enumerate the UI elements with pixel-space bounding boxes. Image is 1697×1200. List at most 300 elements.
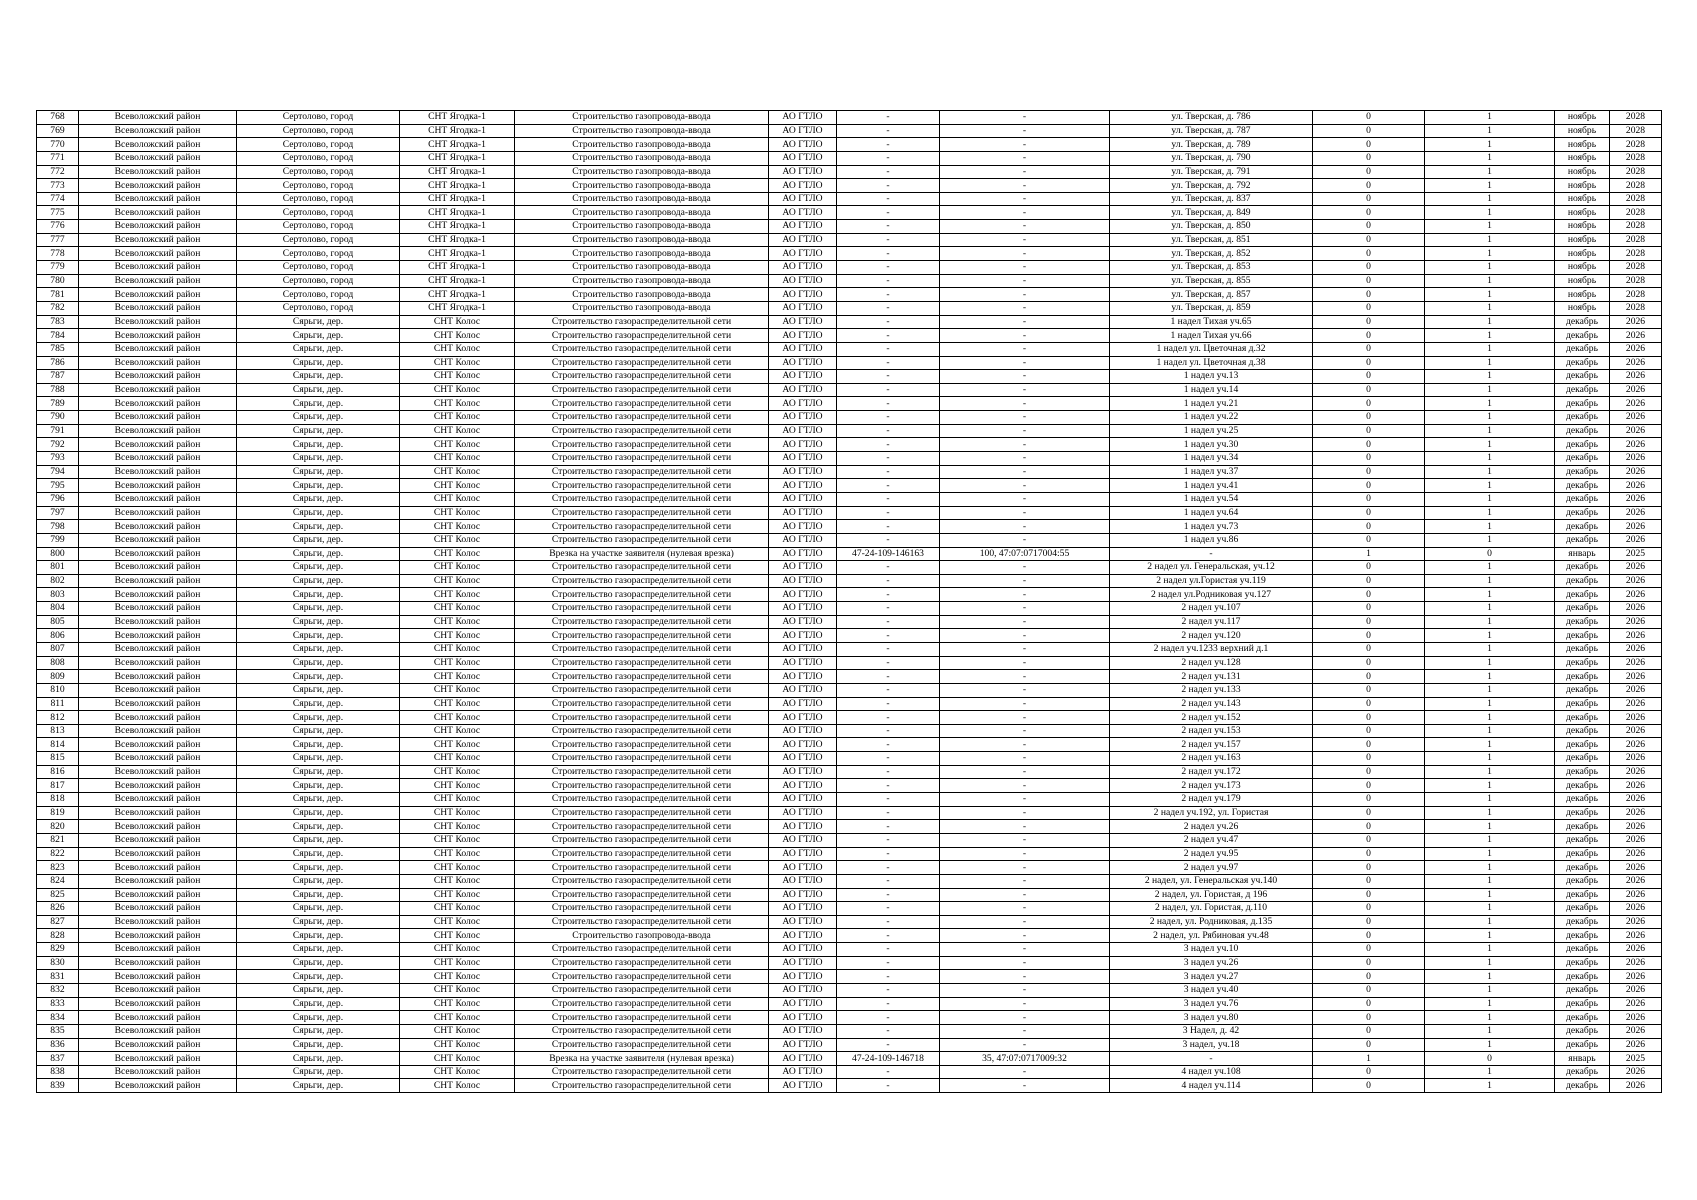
cell-operator: АО ГТЛО — [769, 111, 837, 125]
cell-row-number: 787 — [37, 370, 79, 384]
cell-settlement: Сярьги, дер. — [237, 902, 400, 916]
cell-flag-a: 0 — [1313, 138, 1425, 152]
cell-year: 2028 — [1610, 261, 1662, 275]
cell-month: декабрь — [1555, 533, 1610, 547]
cell-operator: АО ГТЛО — [769, 861, 837, 875]
cell-operator: АО ГТЛО — [769, 888, 837, 902]
cell-settlement: Сярьги, дер. — [237, 356, 400, 370]
cell-year: 2028 — [1610, 274, 1662, 288]
table-row — [37, 233, 1662, 247]
cell-year: 2026 — [1610, 793, 1662, 807]
cell-work-type: Строительство газораспределительной сети — [515, 888, 769, 902]
cell-address: 3 надел уч.10 — [1110, 943, 1313, 957]
cell-cadastral-number: - — [940, 561, 1110, 575]
cell-row-number: 801 — [37, 561, 79, 575]
cell-flag-a: 0 — [1313, 833, 1425, 847]
cell-month: ноябрь — [1555, 301, 1610, 315]
cell-snt-name: СНТ Колос — [400, 697, 515, 711]
cell-row-number: 822 — [37, 847, 79, 861]
cell-year: 2026 — [1610, 820, 1662, 834]
cell-row-number: 780 — [37, 274, 79, 288]
cell-cadastral-number: - — [940, 479, 1110, 493]
cell-cadastral-number: - — [940, 724, 1110, 738]
cell-permit-number: - — [837, 561, 940, 575]
cell-address: 2 надел уч.95 — [1110, 847, 1313, 861]
cell-flag-b: 1 — [1425, 356, 1555, 370]
cell-year: 2028 — [1610, 179, 1662, 193]
cell-cadastral-number: - — [940, 642, 1110, 656]
table-row — [37, 479, 1662, 493]
cell-settlement: Сертолово, город — [237, 206, 400, 220]
cell-address: 2 надел уч.133 — [1110, 683, 1313, 697]
cell-district: Всеволожский район — [79, 411, 237, 425]
cell-year: 2028 — [1610, 165, 1662, 179]
cell-snt-name: СНТ Ягодка-1 — [400, 233, 515, 247]
cell-month: ноябрь — [1555, 151, 1610, 165]
cell-year: 2028 — [1610, 151, 1662, 165]
cell-operator: АО ГТЛО — [769, 342, 837, 356]
cell-cadastral-number: - — [940, 970, 1110, 984]
cell-snt-name: СНТ Колос — [400, 670, 515, 684]
cell-permit-number: - — [837, 602, 940, 616]
cell-month: декабрь — [1555, 411, 1610, 425]
cell-year: 2026 — [1610, 929, 1662, 943]
cell-address: 2 надел уч.157 — [1110, 738, 1313, 752]
cell-year: 2026 — [1610, 997, 1662, 1011]
cell-settlement: Сярьги, дер. — [237, 452, 400, 466]
cell-year: 2026 — [1610, 629, 1662, 643]
cell-snt-name: СНТ Колос — [400, 943, 515, 957]
cell-flag-b: 1 — [1425, 506, 1555, 520]
cell-address: 2 надел уч.120 — [1110, 629, 1313, 643]
cell-district: Всеволожский район — [79, 738, 237, 752]
cell-cadastral-number: - — [940, 111, 1110, 125]
cell-address: 2 надел уч.107 — [1110, 602, 1313, 616]
cell-year: 2028 — [1610, 301, 1662, 315]
table-row — [37, 984, 1662, 998]
cell-district: Всеволожский район — [79, 670, 237, 684]
cell-settlement: Сярьги, дер. — [237, 847, 400, 861]
cell-operator: АО ГТЛО — [769, 956, 837, 970]
cell-flag-a: 0 — [1313, 520, 1425, 534]
cell-settlement: Сертолово, город — [237, 247, 400, 261]
cell-settlement: Сярьги, дер. — [237, 533, 400, 547]
cell-snt-name: СНТ Ягодка-1 — [400, 261, 515, 275]
cell-row-number: 792 — [37, 438, 79, 452]
cell-cadastral-number: - — [940, 779, 1110, 793]
cell-settlement: Сярьги, дер. — [237, 1038, 400, 1052]
cell-district: Всеволожский район — [79, 711, 237, 725]
cell-address: 1 надел уч.25 — [1110, 424, 1313, 438]
cell-flag-b: 1 — [1425, 615, 1555, 629]
cell-month: ноябрь — [1555, 288, 1610, 302]
cell-year: 2028 — [1610, 233, 1662, 247]
cell-month: декабрь — [1555, 1038, 1610, 1052]
cell-operator: АО ГТЛО — [769, 588, 837, 602]
cell-address: ул. Тверская, д. 850 — [1110, 220, 1313, 234]
cell-year: 2026 — [1610, 1024, 1662, 1038]
cell-flag-a: 1 — [1313, 547, 1425, 561]
cell-work-type: Строительство газораспределительной сети — [515, 1024, 769, 1038]
cell-work-type: Строительство газораспределительной сети — [515, 383, 769, 397]
cell-flag-a: 0 — [1313, 806, 1425, 820]
cell-address: 3 надел уч.80 — [1110, 1011, 1313, 1025]
table-row — [37, 1024, 1662, 1038]
cell-work-type: Строительство газораспределительной сети — [515, 915, 769, 929]
cell-row-number: 770 — [37, 138, 79, 152]
cell-flag-b: 1 — [1425, 288, 1555, 302]
cell-year: 2026 — [1610, 861, 1662, 875]
cell-permit-number: - — [837, 615, 940, 629]
cell-month: ноябрь — [1555, 192, 1610, 206]
table-row — [37, 124, 1662, 138]
cell-snt-name: СНТ Колос — [400, 888, 515, 902]
cell-permit-number: - — [837, 943, 940, 957]
cell-year: 2028 — [1610, 220, 1662, 234]
cell-permit-number: - — [837, 574, 940, 588]
cell-permit-number: 47-24-109-146163 — [837, 547, 940, 561]
cell-cadastral-number: - — [940, 683, 1110, 697]
cell-cadastral-number: - — [940, 943, 1110, 957]
cell-snt-name: СНТ Колос — [400, 833, 515, 847]
cell-year: 2026 — [1610, 342, 1662, 356]
cell-month: декабрь — [1555, 1079, 1610, 1093]
cell-month: декабрь — [1555, 915, 1610, 929]
cell-cadastral-number: - — [940, 888, 1110, 902]
cell-district: Всеволожский район — [79, 615, 237, 629]
cell-district: Всеволожский район — [79, 397, 237, 411]
cell-cadastral-number: - — [940, 697, 1110, 711]
cell-cadastral-number: - — [940, 411, 1110, 425]
cell-cadastral-number: - — [940, 165, 1110, 179]
cell-work-type: Строительство газораспределительной сети — [515, 602, 769, 616]
table-row — [37, 697, 1662, 711]
cell-year: 2026 — [1610, 1079, 1662, 1093]
table-row — [37, 247, 1662, 261]
cell-snt-name: СНТ Колос — [400, 329, 515, 343]
cell-snt-name: СНТ Колос — [400, 1052, 515, 1066]
cell-month: декабрь — [1555, 479, 1610, 493]
cell-row-number: 818 — [37, 793, 79, 807]
cell-district: Всеволожский район — [79, 806, 237, 820]
cell-address: 1 надел уч.14 — [1110, 383, 1313, 397]
cell-year: 2026 — [1610, 602, 1662, 616]
cell-flag-b: 1 — [1425, 301, 1555, 315]
cell-address: ул. Тверская, д. 857 — [1110, 288, 1313, 302]
cell-month: декабрь — [1555, 943, 1610, 957]
cell-snt-name: СНТ Колос — [400, 724, 515, 738]
cell-work-type: Строительство газораспределительной сети — [515, 479, 769, 493]
cell-month: январь — [1555, 547, 1610, 561]
table-row — [37, 574, 1662, 588]
cell-snt-name: СНТ Ягодка-1 — [400, 247, 515, 261]
cell-cadastral-number: - — [940, 874, 1110, 888]
cell-flag-a: 1 — [1313, 1052, 1425, 1066]
cell-operator: АО ГТЛО — [769, 220, 837, 234]
cell-operator: АО ГТЛО — [769, 383, 837, 397]
table-row — [37, 738, 1662, 752]
cell-cadastral-number: - — [940, 984, 1110, 998]
cell-address: ул. Тверская, д. 859 — [1110, 301, 1313, 315]
cell-month: декабрь — [1555, 956, 1610, 970]
cell-settlement: Сярьги, дер. — [237, 588, 400, 602]
cell-operator: АО ГТЛО — [769, 520, 837, 534]
cell-settlement: Сертолово, город — [237, 111, 400, 125]
cell-work-type: Строительство газораспределительной сети — [515, 642, 769, 656]
cell-operator: АО ГТЛО — [769, 452, 837, 466]
cell-settlement: Сярьги, дер. — [237, 806, 400, 820]
cell-address: 1 надел уч.22 — [1110, 411, 1313, 425]
table-row — [37, 274, 1662, 288]
cell-work-type: Строительство газопровода-ввода — [515, 247, 769, 261]
cell-address: 1 надел уч.34 — [1110, 452, 1313, 466]
cell-flag-b: 1 — [1425, 943, 1555, 957]
cell-operator: АО ГТЛО — [769, 793, 837, 807]
cell-work-type: Строительство газопровода-ввода — [515, 233, 769, 247]
cell-year: 2025 — [1610, 547, 1662, 561]
cell-permit-number: - — [837, 711, 940, 725]
cell-permit-number: - — [837, 888, 940, 902]
cell-district: Всеволожский район — [79, 438, 237, 452]
cell-row-number: 809 — [37, 670, 79, 684]
cell-address: 1 надел уч.64 — [1110, 506, 1313, 520]
cell-month: декабрь — [1555, 1011, 1610, 1025]
cell-district: Всеволожский район — [79, 206, 237, 220]
cell-cadastral-number: - — [940, 738, 1110, 752]
cell-row-number: 803 — [37, 588, 79, 602]
cell-cadastral-number: - — [940, 711, 1110, 725]
cell-snt-name: СНТ Колос — [400, 588, 515, 602]
cell-operator: АО ГТЛО — [769, 629, 837, 643]
cell-operator: АО ГТЛО — [769, 765, 837, 779]
cell-month: декабрь — [1555, 465, 1610, 479]
cell-work-type: Строительство газораспределительной сети — [515, 397, 769, 411]
cell-flag-a: 0 — [1313, 1024, 1425, 1038]
cell-flag-a: 0 — [1313, 452, 1425, 466]
cell-permit-number: - — [837, 411, 940, 425]
cell-work-type: Строительство газораспределительной сети — [515, 997, 769, 1011]
cell-permit-number: - — [837, 383, 940, 397]
cell-row-number: 824 — [37, 874, 79, 888]
cell-month: декабрь — [1555, 902, 1610, 916]
cell-work-type: Строительство газораспределительной сети — [515, 574, 769, 588]
cell-year: 2026 — [1610, 438, 1662, 452]
cell-address: 2 надел уч.143 — [1110, 697, 1313, 711]
table-row — [37, 452, 1662, 466]
cell-settlement: Сертолово, город — [237, 301, 400, 315]
cell-operator: АО ГТЛО — [769, 915, 837, 929]
cell-permit-number: - — [837, 1065, 940, 1079]
table-row — [37, 888, 1662, 902]
cell-snt-name: СНТ Ягодка-1 — [400, 206, 515, 220]
cell-settlement: Сертолово, город — [237, 151, 400, 165]
cell-flag-a: 0 — [1313, 779, 1425, 793]
cell-snt-name: СНТ Колос — [400, 1024, 515, 1038]
cell-flag-a: 0 — [1313, 561, 1425, 575]
cell-snt-name: СНТ Колос — [400, 1038, 515, 1052]
cell-snt-name: СНТ Колос — [400, 847, 515, 861]
table-row — [37, 465, 1662, 479]
cell-year: 2026 — [1610, 356, 1662, 370]
cell-flag-a: 0 — [1313, 997, 1425, 1011]
cell-permit-number: - — [837, 970, 940, 984]
cell-flag-b: 1 — [1425, 342, 1555, 356]
cell-cadastral-number: - — [940, 342, 1110, 356]
cell-flag-a: 0 — [1313, 1079, 1425, 1093]
cell-snt-name: СНТ Колос — [400, 629, 515, 643]
cell-permit-number: - — [837, 1011, 940, 1025]
cell-permit-number: - — [837, 1038, 940, 1052]
cell-work-type: Строительство газораспределительной сети — [515, 1011, 769, 1025]
cell-permit-number: - — [837, 397, 940, 411]
cell-year: 2026 — [1610, 383, 1662, 397]
cell-month: ноябрь — [1555, 247, 1610, 261]
cell-year: 2026 — [1610, 765, 1662, 779]
cell-settlement: Сярьги, дер. — [237, 943, 400, 957]
cell-snt-name: СНТ Колос — [400, 452, 515, 466]
cell-district: Всеволожский район — [79, 779, 237, 793]
cell-snt-name: СНТ Колос — [400, 642, 515, 656]
cell-row-number: 839 — [37, 1079, 79, 1093]
cell-district: Всеволожский район — [79, 1065, 237, 1079]
cell-permit-number: - — [837, 370, 940, 384]
cell-row-number: 838 — [37, 1065, 79, 1079]
cell-settlement: Сярьги, дер. — [237, 874, 400, 888]
table-row — [37, 711, 1662, 725]
cell-row-number: 773 — [37, 179, 79, 193]
cell-flag-a: 0 — [1313, 233, 1425, 247]
cell-cadastral-number: - — [940, 670, 1110, 684]
cell-permit-number: - — [837, 220, 940, 234]
cell-settlement: Сярьги, дер. — [237, 492, 400, 506]
cell-address: 1 надел уч.21 — [1110, 397, 1313, 411]
cell-row-number: 828 — [37, 929, 79, 943]
table-row — [37, 956, 1662, 970]
cell-operator: АО ГТЛО — [769, 138, 837, 152]
cell-year: 2026 — [1610, 833, 1662, 847]
cell-snt-name: СНТ Колос — [400, 765, 515, 779]
cell-settlement: Сярьги, дер. — [237, 465, 400, 479]
cell-row-number: 793 — [37, 452, 79, 466]
cell-month: декабрь — [1555, 806, 1610, 820]
cell-permit-number: - — [837, 247, 940, 261]
cell-flag-a: 0 — [1313, 629, 1425, 643]
cell-flag-a: 0 — [1313, 683, 1425, 697]
cell-month: декабрь — [1555, 315, 1610, 329]
cell-flag-a: 0 — [1313, 861, 1425, 875]
cell-operator: АО ГТЛО — [769, 492, 837, 506]
cell-address: 2 надел уч.47 — [1110, 833, 1313, 847]
cell-flag-a: 0 — [1313, 124, 1425, 138]
cell-month: декабрь — [1555, 711, 1610, 725]
cell-cadastral-number: - — [940, 929, 1110, 943]
cell-year: 2026 — [1610, 411, 1662, 425]
cell-permit-number: - — [837, 779, 940, 793]
cell-district: Всеволожский район — [79, 356, 237, 370]
cell-work-type: Строительство газораспределительной сети — [515, 329, 769, 343]
cell-flag-a: 0 — [1313, 642, 1425, 656]
cell-row-number: 768 — [37, 111, 79, 125]
table-row — [37, 970, 1662, 984]
cell-settlement: Сертолово, город — [237, 192, 400, 206]
cell-work-type: Строительство газораспределительной сети — [515, 874, 769, 888]
cell-operator: АО ГТЛО — [769, 247, 837, 261]
table-row — [37, 670, 1662, 684]
cell-row-number: 808 — [37, 656, 79, 670]
cell-flag-b: 1 — [1425, 233, 1555, 247]
cell-flag-b: 1 — [1425, 765, 1555, 779]
cell-district: Всеволожский район — [79, 642, 237, 656]
cell-address: 2 надел ул.Родниковая уч.127 — [1110, 588, 1313, 602]
cell-work-type: Строительство газораспределительной сети — [515, 861, 769, 875]
cell-address: 2 надел уч.97 — [1110, 861, 1313, 875]
cell-district: Всеволожский район — [79, 479, 237, 493]
cell-district: Всеволожский район — [79, 833, 237, 847]
cell-row-number: 785 — [37, 342, 79, 356]
cell-address: 2 надел уч.26 — [1110, 820, 1313, 834]
cell-flag-b: 0 — [1425, 1052, 1555, 1066]
cell-work-type: Строительство газораспределительной сети — [515, 356, 769, 370]
cell-operator: АО ГТЛО — [769, 370, 837, 384]
cell-flag-b: 1 — [1425, 970, 1555, 984]
cell-work-type: Строительство газораспределительной сети — [515, 452, 769, 466]
cell-month: декабрь — [1555, 574, 1610, 588]
cell-snt-name: СНТ Ягодка-1 — [400, 274, 515, 288]
cell-flag-b: 1 — [1425, 915, 1555, 929]
cell-snt-name: СНТ Колос — [400, 683, 515, 697]
cell-year: 2026 — [1610, 711, 1662, 725]
cell-district: Всеволожский район — [79, 874, 237, 888]
cell-operator: АО ГТЛО — [769, 1065, 837, 1079]
cell-flag-b: 1 — [1425, 397, 1555, 411]
cell-snt-name: СНТ Колос — [400, 383, 515, 397]
cell-settlement: Сярьги, дер. — [237, 479, 400, 493]
cell-snt-name: СНТ Колос — [400, 561, 515, 575]
table-row — [37, 847, 1662, 861]
cell-work-type: Строительство газораспределительной сети — [515, 1065, 769, 1079]
cell-flag-a: 0 — [1313, 315, 1425, 329]
cell-address: 2 надел, ул. Родниковая, д.135 — [1110, 915, 1313, 929]
cell-row-number: 772 — [37, 165, 79, 179]
table-row — [37, 629, 1662, 643]
cell-snt-name: СНТ Ягодка-1 — [400, 165, 515, 179]
cell-row-number: 806 — [37, 629, 79, 643]
cell-cadastral-number: - — [940, 329, 1110, 343]
cell-snt-name: СНТ Колос — [400, 752, 515, 766]
cell-row-number: 830 — [37, 956, 79, 970]
cell-snt-name: СНТ Колос — [400, 465, 515, 479]
cell-work-type: Строительство газопровода-ввода — [515, 111, 769, 125]
cell-snt-name: СНТ Колос — [400, 738, 515, 752]
cell-flag-b: 1 — [1425, 124, 1555, 138]
cell-row-number: 790 — [37, 411, 79, 425]
cell-work-type: Строительство газораспределительной сети — [515, 656, 769, 670]
cell-operator: АО ГТЛО — [769, 833, 837, 847]
cell-flag-a: 0 — [1313, 1011, 1425, 1025]
cell-cadastral-number: - — [940, 615, 1110, 629]
cell-permit-number: - — [837, 452, 940, 466]
cell-operator: АО ГТЛО — [769, 151, 837, 165]
table-row — [37, 902, 1662, 916]
cell-year: 2026 — [1610, 956, 1662, 970]
cell-flag-b: 1 — [1425, 902, 1555, 916]
cell-month: декабрь — [1555, 724, 1610, 738]
table-row — [37, 806, 1662, 820]
cell-flag-b: 1 — [1425, 574, 1555, 588]
cell-address: 1 надел уч.73 — [1110, 520, 1313, 534]
cell-address: 1 надел уч.86 — [1110, 533, 1313, 547]
cell-snt-name: СНТ Ягодка-1 — [400, 220, 515, 234]
